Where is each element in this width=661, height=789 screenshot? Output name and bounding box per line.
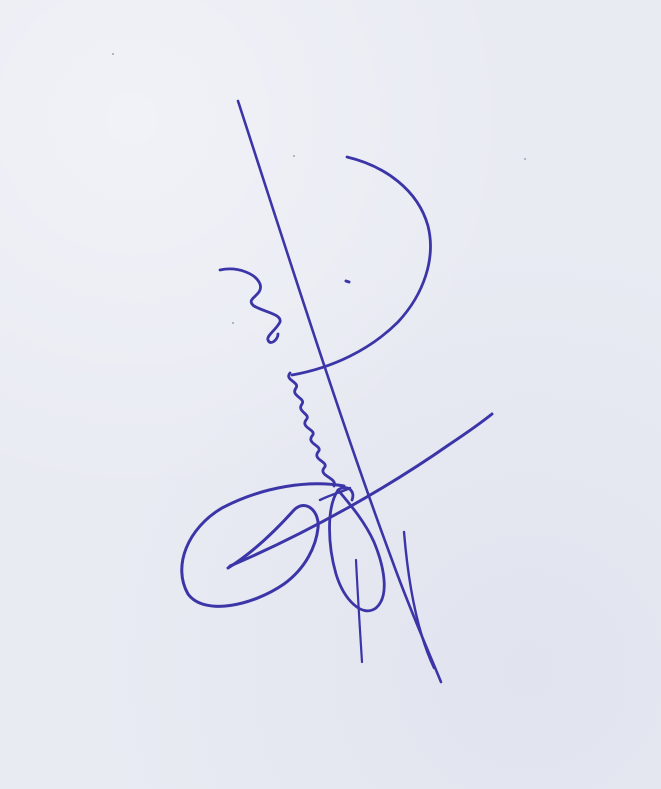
signature-arc-stroke: [292, 157, 430, 375]
signature-upper-squiggle: [220, 269, 280, 343]
signature-large-loop: [182, 484, 344, 607]
signature-dot: [346, 281, 349, 282]
signature-zigzag-stroke: [289, 373, 335, 486]
